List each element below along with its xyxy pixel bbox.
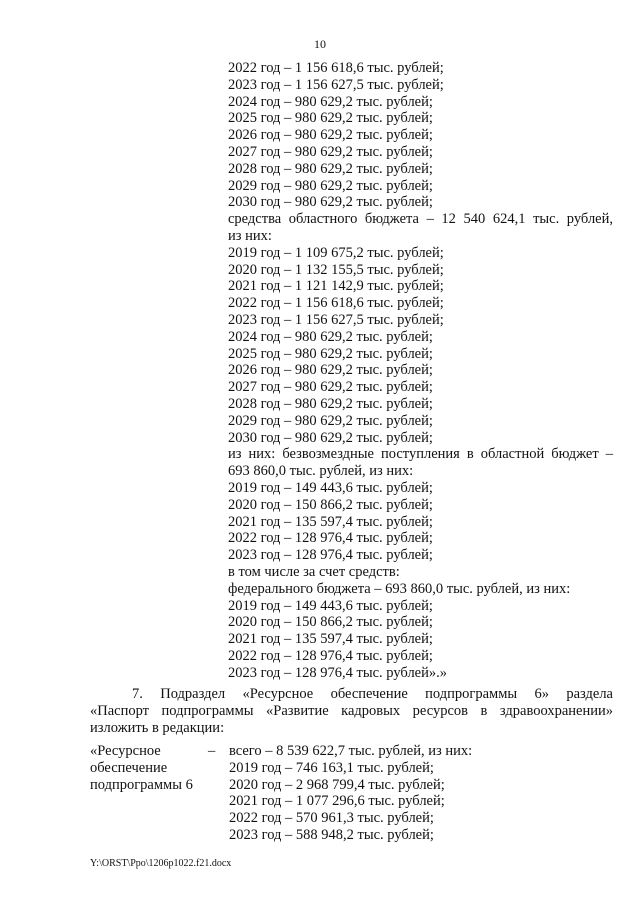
passport-year-line: 2019 год – 746 163,1 тыс. рублей; xyxy=(229,759,434,776)
passport-label xyxy=(90,743,200,793)
passport-label-line: подпрограммы 6 xyxy=(90,776,193,793)
funding-line: 2027 год – 980 629,2 тыс. рублей; xyxy=(228,379,433,396)
funding-line: 2025 год – 980 629,2 тыс. рублей; xyxy=(228,345,433,362)
funding-line: из них: xyxy=(228,227,272,244)
funding-line: 2030 год – 980 629,2 тыс. рублей; xyxy=(228,429,433,446)
funding-line: 2019 год – 1 109 675,2 тыс. рублей; xyxy=(228,244,444,261)
funding-line: 2021 год – 135 597,4 тыс. рублей; xyxy=(228,631,433,648)
passport-values xyxy=(229,743,472,844)
passport-total: всего – 8 539 622,7 тыс. рублей, из них: xyxy=(229,743,473,759)
funding-line: 2019 год – 149 443,6 тыс. рублей; xyxy=(228,479,433,496)
funding-line: 2021 год – 135 597,4 тыс. рублей; xyxy=(228,513,433,530)
page-number: 10 xyxy=(314,37,326,51)
funding-line: 2023 год – 128 976,4 тыс. рублей».» xyxy=(228,664,448,681)
passport-dash: – xyxy=(208,743,216,759)
funding-line: 2028 год – 980 629,2 тыс. рублей; xyxy=(228,395,433,412)
transfers-heading: из них: безвозмездные поступления в областной бюджет – xyxy=(228,446,613,463)
paragraph-line: изложить в редакции: xyxy=(90,719,225,736)
funding-line: 2024 год – 980 629,2 тыс. рублей; xyxy=(228,93,433,110)
funding-line: 2028 год – 980 629,2 тыс. рублей; xyxy=(228,160,433,177)
passport-year-line: 2020 год – 2 968 799,4 тыс. рублей; xyxy=(229,776,445,793)
federal-budget-heading: федерального бюджета – 693 860,0 тыс. рублей, из них: xyxy=(228,580,571,597)
funding-line: 2022 год – 1 156 618,6 тыс. рублей; xyxy=(228,60,444,76)
paragraph-line: 7. Подраздел «Ресурсное обеспечение подпрограммы 6» раздела xyxy=(132,686,613,702)
funding-line: 2023 год – 1 156 627,5 тыс. рублей; xyxy=(228,76,444,93)
regional-budget-heading: средства областного бюджета – 12 540 624,1 тыс. рублей, xyxy=(228,211,613,228)
file-path-footer: Y:\ORST\Ppo\1206p1022.f21.docx xyxy=(90,858,232,869)
funding-line: 2026 год – 980 629,2 тыс. рублей; xyxy=(228,362,433,379)
funding-line: 2029 год – 980 629,2 тыс. рублей; xyxy=(228,177,433,194)
funding-line: 2025 год – 980 629,2 тыс. рублей; xyxy=(228,110,433,127)
funding-line: 693 860,0 тыс. рублей, из них: xyxy=(228,463,414,480)
funding-line: 2020 год – 1 132 155,5 тыс. рублей; xyxy=(228,261,444,278)
passport-year-line: 2023 год – 588 948,2 тыс. рублей; xyxy=(229,826,434,843)
funding-line: 2026 год – 980 629,2 тыс. рублей; xyxy=(228,127,433,144)
passport-label-line: «Ресурсное xyxy=(90,743,161,759)
passport-year-line: 2022 год – 570 961,3 тыс. рублей; xyxy=(229,810,434,827)
funding-lines-block xyxy=(228,60,613,681)
passport-year-line: 2021 год – 1 077 296,6 тыс. рублей; xyxy=(229,793,445,810)
funding-line: 2020 год – 150 866,2 тыс. рублей; xyxy=(228,614,433,631)
paragraph-line: «Паспорт подпрограммы «Развитие кадровых ресурсов в здравоохранении» xyxy=(90,702,613,719)
funding-line: 2019 год – 149 443,6 тыс. рублей; xyxy=(228,597,433,614)
funding-line: 2021 год – 1 121 142,9 тыс. рублей; xyxy=(228,278,444,295)
funding-line: в том числе за счет средств: xyxy=(228,563,400,580)
funding-line: 2022 год – 128 976,4 тыс. рублей; xyxy=(228,530,433,547)
funding-line: 2027 год – 980 629,2 тыс. рублей; xyxy=(228,143,433,160)
funding-line: 2022 год – 1 156 618,6 тыс. рублей; xyxy=(228,295,444,312)
funding-line: 2024 год – 980 629,2 тыс. рублей; xyxy=(228,328,433,345)
funding-line: 2020 год – 150 866,2 тыс. рублей; xyxy=(228,496,433,513)
funding-line: 2022 год – 128 976,4 тыс. рублей; xyxy=(228,647,433,664)
funding-line: 2030 год – 980 629,2 тыс. рублей; xyxy=(228,194,433,211)
passport-label-line: обеспечение xyxy=(90,759,168,776)
funding-line: 2023 год – 128 976,4 тыс. рублей; xyxy=(228,547,433,564)
funding-line: 2029 год – 980 629,2 тыс. рублей; xyxy=(228,412,433,429)
funding-line: 2023 год – 1 156 627,5 тыс. рублей; xyxy=(228,311,444,328)
amendment-paragraph xyxy=(90,686,613,736)
